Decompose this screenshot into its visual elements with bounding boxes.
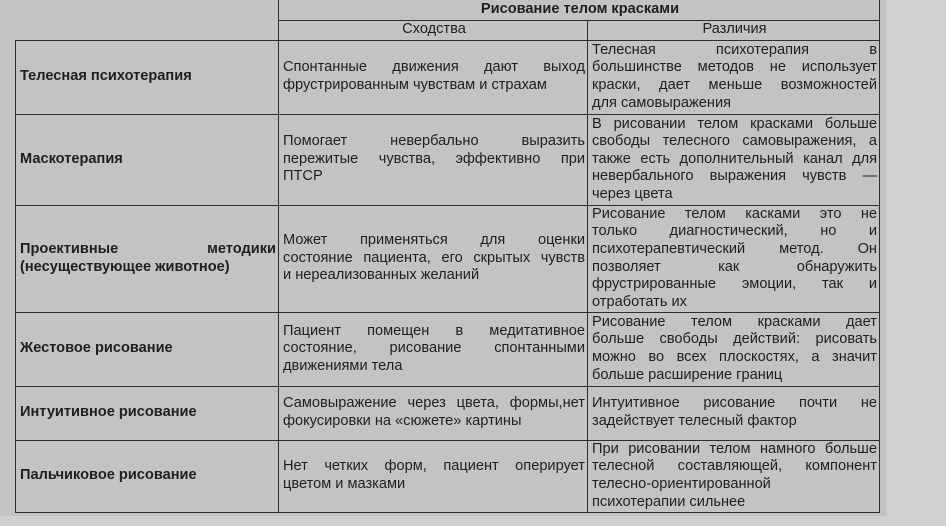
similarities-cell <box>279 40 588 114</box>
text-line: Спонтанные движения дают выход <box>283 59 585 76</box>
text-line: состояние, рисование спонтанными <box>283 340 585 357</box>
text-line: психотерапии сильнее <box>592 493 746 510</box>
differences-cell <box>588 205 880 312</box>
text-line: телесно-ориентированной <box>592 476 771 492</box>
text-line: Интуитивное рисование почти не <box>592 395 877 412</box>
text-line: фрустрированным чувствам и страхам <box>283 77 547 93</box>
text-line: фрустрированные эмоции, так и <box>592 276 877 293</box>
blank-cell <box>16 0 279 20</box>
text-line: большинстве методов не использует <box>592 59 877 76</box>
text-line: отработать их <box>592 293 687 310</box>
text-line: Нет четких форм, пациент оперирует <box>283 458 585 475</box>
method-name: Пальчиковое рисование <box>20 467 197 484</box>
table-row <box>16 114 880 205</box>
text-line: для самовыражения <box>592 94 732 111</box>
similarities-cell <box>279 114 588 205</box>
table-row <box>16 386 880 440</box>
text-line: ПТСР <box>283 168 323 185</box>
text-line: и нереализованных желаний <box>283 267 480 284</box>
blank-cell <box>16 20 279 40</box>
text-line: больше свободы действий: рисовать <box>592 331 877 348</box>
table-row <box>16 440 880 512</box>
title-row <box>16 0 880 20</box>
method-cell <box>16 312 279 386</box>
text-line: больше расширение границ <box>592 366 783 383</box>
table-row <box>16 312 880 386</box>
text-line: через цвета <box>592 185 673 202</box>
text-line: движениями тела <box>283 357 403 374</box>
similarities-cell <box>279 312 588 386</box>
text-line: психотерапевтический метод. Он <box>592 240 877 257</box>
text-line: позволяет как обнаружить <box>592 258 877 275</box>
method-cell <box>16 205 279 312</box>
comparison-table <box>15 0 880 513</box>
table-title: Рисование телом красками <box>279 0 880 20</box>
table-row <box>16 40 880 114</box>
table-row <box>16 205 880 312</box>
text-line: телесной составляющей, компонент <box>592 458 877 475</box>
text-line: цветом и мазками <box>283 476 406 492</box>
text-line: Рисование телом касками это не <box>592 205 877 222</box>
method-cell <box>16 440 279 512</box>
differences-cell <box>588 114 880 205</box>
header-similarities: Сходства <box>279 20 588 40</box>
method-name: Маскотерапия <box>20 150 123 167</box>
method-cell <box>16 40 279 114</box>
text-line: также есть дополнительный канал для <box>592 150 877 167</box>
method-name: Телесная психотерапия <box>20 68 192 85</box>
text-line: Рисование телом красками дает <box>592 313 877 330</box>
text-line: задействует телесный фактор <box>592 413 797 429</box>
differences-cell <box>588 312 880 386</box>
method-cell <box>16 386 279 440</box>
differences-cell <box>588 440 880 512</box>
text-line: Помогает невербально выразить <box>283 133 585 150</box>
text-line: Может применяться для оценки <box>283 232 585 249</box>
differences-cell <box>588 40 880 114</box>
text-line: невербального выражения чувств — <box>592 168 877 185</box>
text-line: пережитые чувства, эффективно при <box>283 150 585 167</box>
text-line: Самовыражение через цвета, формы,нет <box>283 395 585 412</box>
text-line: краски, дает меньше возможностей <box>592 77 877 93</box>
similarities-cell <box>279 440 588 512</box>
text-line: только диагностический, но и <box>592 223 877 240</box>
method-name: Жестовое рисование <box>20 340 173 357</box>
method-name: Проективные методики <box>20 240 276 257</box>
similarities-cell <box>279 386 588 440</box>
text-line: можно во всех плоскостях, а значит <box>592 349 877 365</box>
similarities-cell <box>279 205 588 312</box>
text-line: фокусировки на «сюжете» картины <box>283 413 522 429</box>
text-line: состояние пациента, его скрытых чувств <box>283 249 585 266</box>
method-cell <box>16 114 279 205</box>
header-row <box>16 20 880 40</box>
text-line: Телесная психотерапия в <box>592 41 877 58</box>
text-line: При рисовании телом намного больше <box>592 440 877 457</box>
header-differences: Различия <box>588 20 880 40</box>
method-name: Интуитивное рисование <box>20 404 197 421</box>
text-line: Пациент помещен в медитативное <box>283 322 585 339</box>
method-name: (несуществующее животное) <box>20 258 230 275</box>
text-line: свободы телесного самовыражения, а <box>592 133 877 150</box>
differences-cell <box>588 386 880 440</box>
text-line: В рисовании телом красками больше <box>592 115 877 132</box>
